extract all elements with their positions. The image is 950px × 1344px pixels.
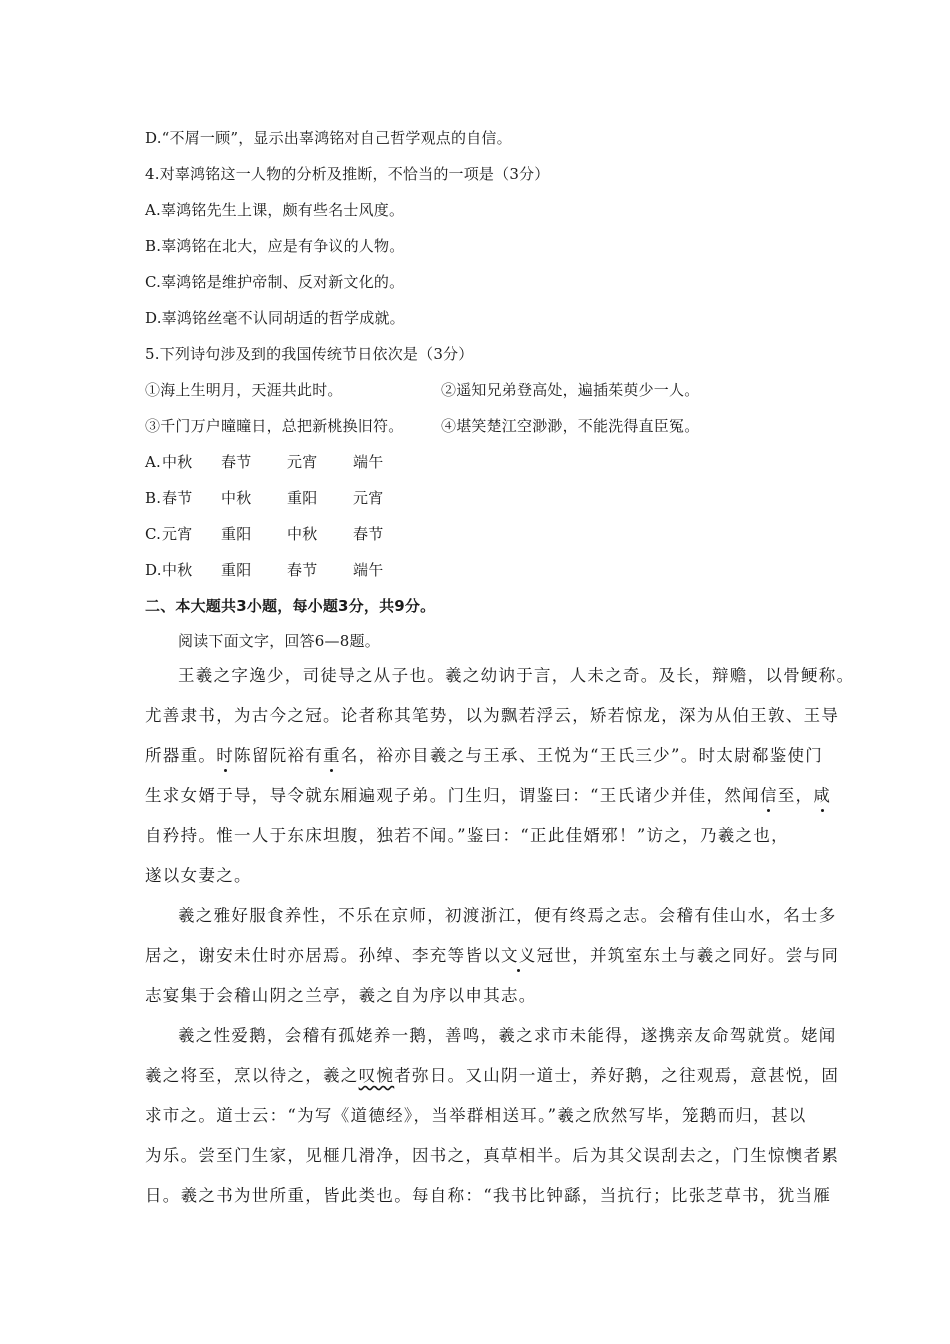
q5-option-item: 春节	[162, 489, 193, 507]
q3-option-d: D.“不屑一顾”，显示出辜鸿铭对自己哲学观点的自信。	[145, 129, 512, 147]
q4-option-a: A.辜鸿铭先生上课，颇有些名士风度。	[145, 201, 405, 219]
q4-stem: 4.对辜鸿铭这一人物的分析及推断，不恰当的一项是（3分）	[145, 165, 550, 183]
passage-p1-line-2: 尤善隶书，为古今之冠。论者称其笔势，以为飘若浮云，矫若惊龙，深为从伯王敦、王导	[145, 706, 840, 725]
underlined-phrase: 叹惋	[358, 1066, 395, 1085]
q5-poem-3: ③千门万户曈曈日，总把新桃换旧符。	[145, 417, 404, 435]
q5-option-item: 重阳	[221, 561, 252, 579]
q5-option-letter: A.	[145, 453, 162, 471]
q5-option-item: 重阳	[287, 489, 318, 507]
passage-p1-line-1: 王羲之字逸少，司徒导之从子也。羲之幼讷于言，人未之奇。及长，辩赡，以骨鲠称。	[178, 666, 855, 685]
q5-option-letter: D.	[145, 561, 162, 579]
section-2-instruction: 阅读下面文字，回答6—8题。	[178, 632, 380, 650]
q5-option-item: 中秋	[162, 453, 193, 471]
emphasis-char: 重	[323, 746, 341, 765]
passage-p1-line-4: 生求女婿于导，导令就东厢遍观子弟。门生归，谓鉴曰：“王氏诸少并佳，然闻信至，咸	[145, 786, 832, 805]
q5-option-item: 春节	[287, 561, 318, 579]
passage-p1-line-5: 自矜持。惟一人于东床坦腹，独若不闻。”鉴曰：“正此佳婿邪！”访之，乃羲之也，	[145, 826, 789, 845]
passage-p1-line-6: 遂以女妻之。	[145, 866, 252, 885]
q5-option-item: 重阳	[221, 525, 252, 543]
passage-p3-line-1: 羲之性爱鹅，会稽有孤姥养一鹅，善鸣，羲之求市未能得，遂携亲友命驾就赏。姥闻	[178, 1026, 837, 1045]
passage-p3-line-5: 日。羲之书为世所重，皆此类也。每自称：“我书比钟繇，当抗行；比张芝草书，犹当雁	[145, 1186, 832, 1205]
q5-option-item: 端午	[353, 453, 384, 471]
q5-option-item: 端午	[353, 561, 384, 579]
passage-p2-line-3: 志宴集于会稽山阴之兰亭，羲之自为序以申其志。	[145, 986, 537, 1005]
q5-option-item: 元宵	[162, 525, 193, 543]
passage-p2-line-1: 羲之雅好服食养性，不乐在京师，初渡浙江，便有终焉之志。会稽有佳山水，名士多	[178, 906, 837, 925]
q4-option-c: C.辜鸿铭是维护帝制、反对新文化的。	[145, 273, 405, 291]
q5-option-letter: B.	[145, 489, 162, 507]
q5-poem-4: ④堪笑楚江空渺渺，不能洗得直臣冤。	[441, 417, 700, 435]
q4-option-d: D.辜鸿铭丝毫不认同胡适的哲学成就。	[145, 309, 405, 327]
passage-p3-line-4: 为乐。尝至门生家，见榧几滑净，因书之，真草相半。后为其父误刮去之，门生惊懊者累	[145, 1146, 840, 1165]
q5-option-item: 春节	[221, 453, 252, 471]
emphasis-char: 咸	[813, 786, 832, 805]
emphasis-char: 时	[216, 746, 235, 765]
q5-option-item: 中秋	[221, 489, 252, 507]
q5-option-item: 元宵	[353, 489, 384, 507]
passage-p3-line-3: 求市之。道士云：“为写《道德经》，当举群相送耳。”羲之欣然写毕，笼鹅而归，甚以	[145, 1106, 807, 1125]
q5-stem: 5.下列诗句涉及到的我国传统节日依次是（3分）	[145, 345, 474, 363]
q4-option-b: B.辜鸿铭在北大，应是有争议的人物。	[145, 237, 405, 255]
passage-p1-line-3: 所器重。时陈留阮裕有重名，裕亦目羲之与王承、王悦为“王氏三少”。时太尉郗鉴使门	[145, 746, 824, 765]
q5-poem-1: ①海上生明月，天涯共此时。	[145, 381, 343, 399]
q5-option-item: 春节	[353, 525, 384, 543]
emphasis-char: 信	[759, 786, 778, 805]
q5-option-item: 元宵	[287, 453, 318, 471]
passage-p3-line-2: 羲之将至，烹以待之，羲之叹惋者弥日。又山阴一道士，养好鹅，之往观焉，意甚悦，固	[145, 1066, 840, 1085]
passage-p2-line-2: 居之，谢安未仕时亦居焉。孙绰、李充等皆以文义冠世，并筑室东土与羲之同好。尝与同	[145, 946, 840, 965]
q5-poem-2: ②遥知兄弟登高处，遍插茱萸少一人。	[441, 381, 700, 399]
section-2-heading: 二、本大题共3小题，每小题3分，共9分。	[145, 597, 436, 615]
q5-option-item: 中秋	[287, 525, 318, 543]
q5-option-letter: C.	[145, 525, 162, 543]
emphasis-char: 文义	[501, 946, 537, 965]
q5-option-item: 中秋	[162, 561, 193, 579]
